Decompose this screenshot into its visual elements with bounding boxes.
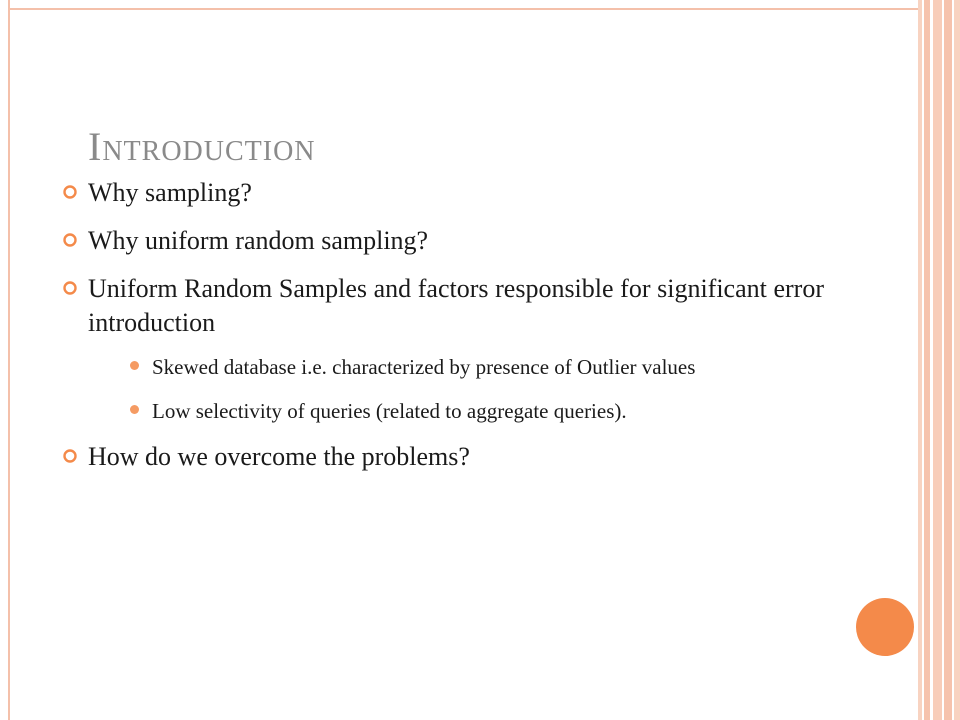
circle-outline-icon bbox=[62, 448, 78, 464]
slide-content bbox=[62, 176, 824, 488]
sub-bullet-item bbox=[126, 352, 824, 382]
filled-dot-icon bbox=[130, 405, 139, 414]
decorative-orange-circle bbox=[856, 598, 914, 656]
sub-bullet-list bbox=[126, 352, 824, 426]
bullet-item bbox=[62, 176, 824, 210]
circle-outline-icon bbox=[62, 232, 78, 248]
sub-bullet-text: Skewed database i.e. characterized by presence of Outlier values bbox=[152, 355, 696, 379]
circle-outline-icon bbox=[62, 184, 78, 200]
filled-dot-icon bbox=[130, 361, 139, 370]
circle-outline-icon bbox=[62, 280, 78, 296]
sub-bullet-item bbox=[126, 396, 824, 426]
slide-frame-top-line bbox=[8, 8, 918, 10]
bullet-text: Uniform Random Samples and factors responsible for significant error introduction bbox=[88, 274, 824, 337]
bullet-item bbox=[62, 440, 824, 474]
slide-title: Introduction bbox=[88, 123, 316, 169]
bullet-item bbox=[62, 272, 824, 426]
decorative-stripe-band bbox=[918, 0, 960, 720]
bullet-text: Why uniform random sampling? bbox=[88, 226, 429, 255]
bullet-text: Why sampling? bbox=[88, 178, 252, 207]
sub-bullet-text: Low selectivity of queries (related to aggregate queries). bbox=[152, 399, 627, 423]
bullet-item bbox=[62, 224, 824, 258]
slide-frame-left-line bbox=[8, 0, 10, 720]
bullet-text: How do we overcome the problems? bbox=[88, 442, 470, 471]
